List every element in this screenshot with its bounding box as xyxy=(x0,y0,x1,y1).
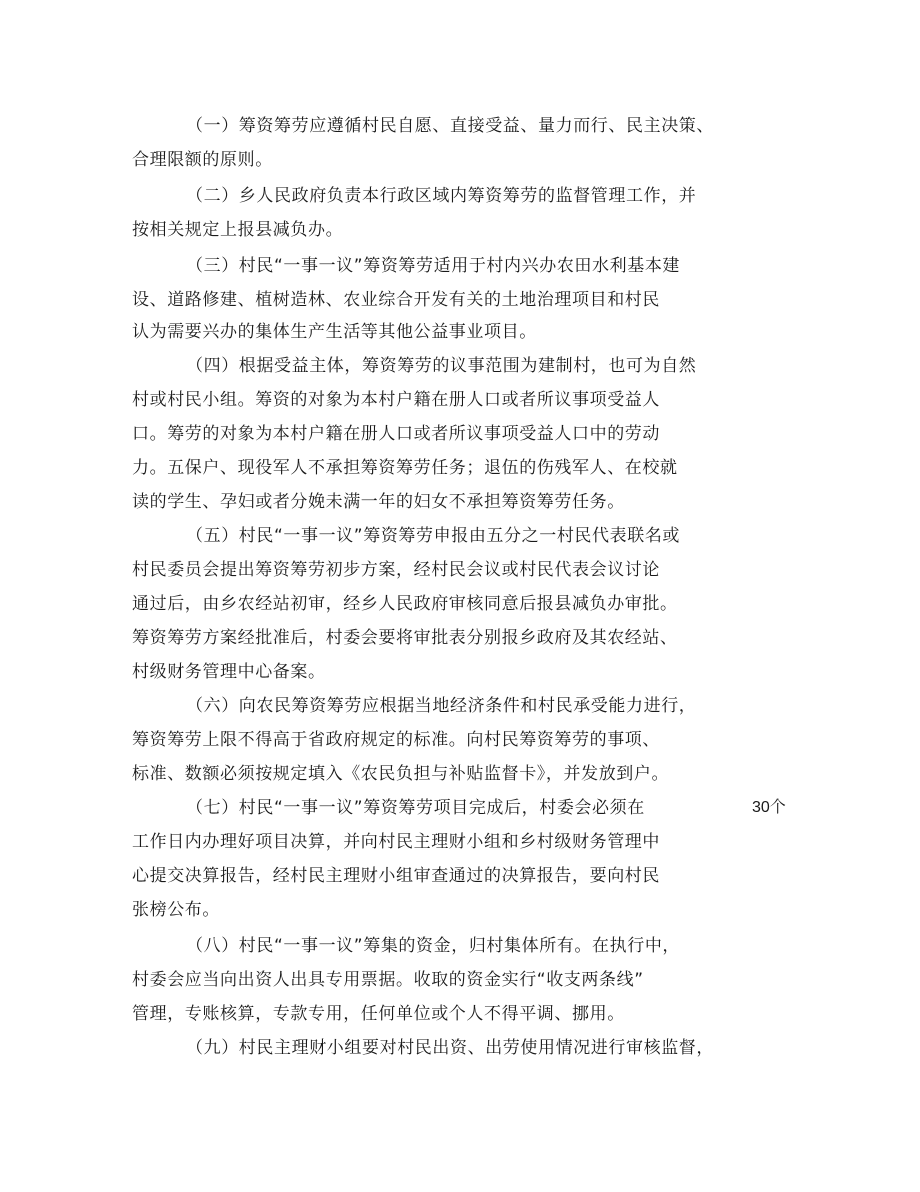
text-line: 村民委员会提出筹资筹劳初步方案，经村民会议或村民代表会议讨论 xyxy=(132,560,660,580)
text-line: 认为需要兴办的集体生产生活等其他公益事业项目。 xyxy=(132,322,537,342)
text-line: 读的学生、孕妇或者分娩未满一年的妇女不承担筹资筹劳任务。 xyxy=(132,492,625,512)
text-line: 筹资筹劳方案经批准后，村委会要将审批表分别报乡政府及其农经站、 xyxy=(132,628,678,648)
text-line: 合理限额的原则。 xyxy=(132,150,273,170)
text-line: （六）向农民筹资筹劳应根据当地经济条件和村民承受能力进行， xyxy=(186,696,697,716)
text-line: 标准、数额必须按规定填入《农民负担与补贴监督卡》，并发放到户。 xyxy=(132,764,670,784)
text-line: （三）村民“一事一议”筹资筹劳适用于村内兴办农田水利基本建 xyxy=(186,256,681,276)
text-line: （九）村民主理财小组要对村民出资、出劳使用情况进行审核监督， xyxy=(186,1038,714,1058)
text-line: 工作日内办理好项目决算，并向村民主理财小组和乡村级财务管理中 xyxy=(132,832,660,852)
text-line: （四）根据受益主体，筹资筹劳的议事范围为建制村，也可为自然 xyxy=(186,356,697,376)
text-line: 村级财务管理中心备案。 xyxy=(132,662,326,682)
text-line: 口。筹劳的对象为本村户籍在册人口或者所议事项受益人口中的劳动 xyxy=(132,424,660,444)
text-line: 力。五保户、现役军人不承担筹资筹劳任务；退伍的伤残军人、在校就 xyxy=(132,458,678,478)
text-line: （八）村民“一事一议”筹集的资金，归村集体所有。在执行中， xyxy=(186,936,681,956)
text-line: （一）筹资筹劳应遵循村民自愿、直接受益、量力而行、民主决策、 xyxy=(186,116,714,136)
text-line: 张榜公布。 xyxy=(132,900,220,920)
text-line: （七）村民“一事一议”筹资筹劳项目完成后，村委会必须在 xyxy=(186,798,645,818)
text-line: （五）村民“一事一议”筹资筹劳申报由五分之一村民代表联名或 xyxy=(186,526,681,546)
text-line: （二）乡人民政府负责本行政区域内筹资筹劳的监督管理工作，并 xyxy=(186,186,697,206)
text-line: 心提交决算报告，经村民主理财小组审查通过的决算报告，要向村民 xyxy=(132,866,660,886)
text-line: 村或村民小组。筹资的对象为本村户籍在册人口或者所议事项受益人 xyxy=(132,390,660,410)
text-line: 管理，专账核算，专款专用，任何单位或个人不得平调、挪用。 xyxy=(132,1004,625,1024)
text-line: 村委会应当向出资人出具专用票据。收取的资金实行“收支两条线” xyxy=(132,970,644,990)
days-note: 30个 xyxy=(752,799,786,816)
text-line: 按相关规定上报县减负办。 xyxy=(132,220,344,240)
text-line: 设、道路修建、植树造林、农业综合开发有关的土地治理项目和村民 xyxy=(132,290,660,310)
text-line: 筹资筹劳上限不得高于省政府规定的标准。向村民筹资筹劳的事项、 xyxy=(132,730,660,750)
text-line: 通过后，由乡农经站初审，经乡人民政府审核同意后报县减负办审批。 xyxy=(132,594,678,614)
